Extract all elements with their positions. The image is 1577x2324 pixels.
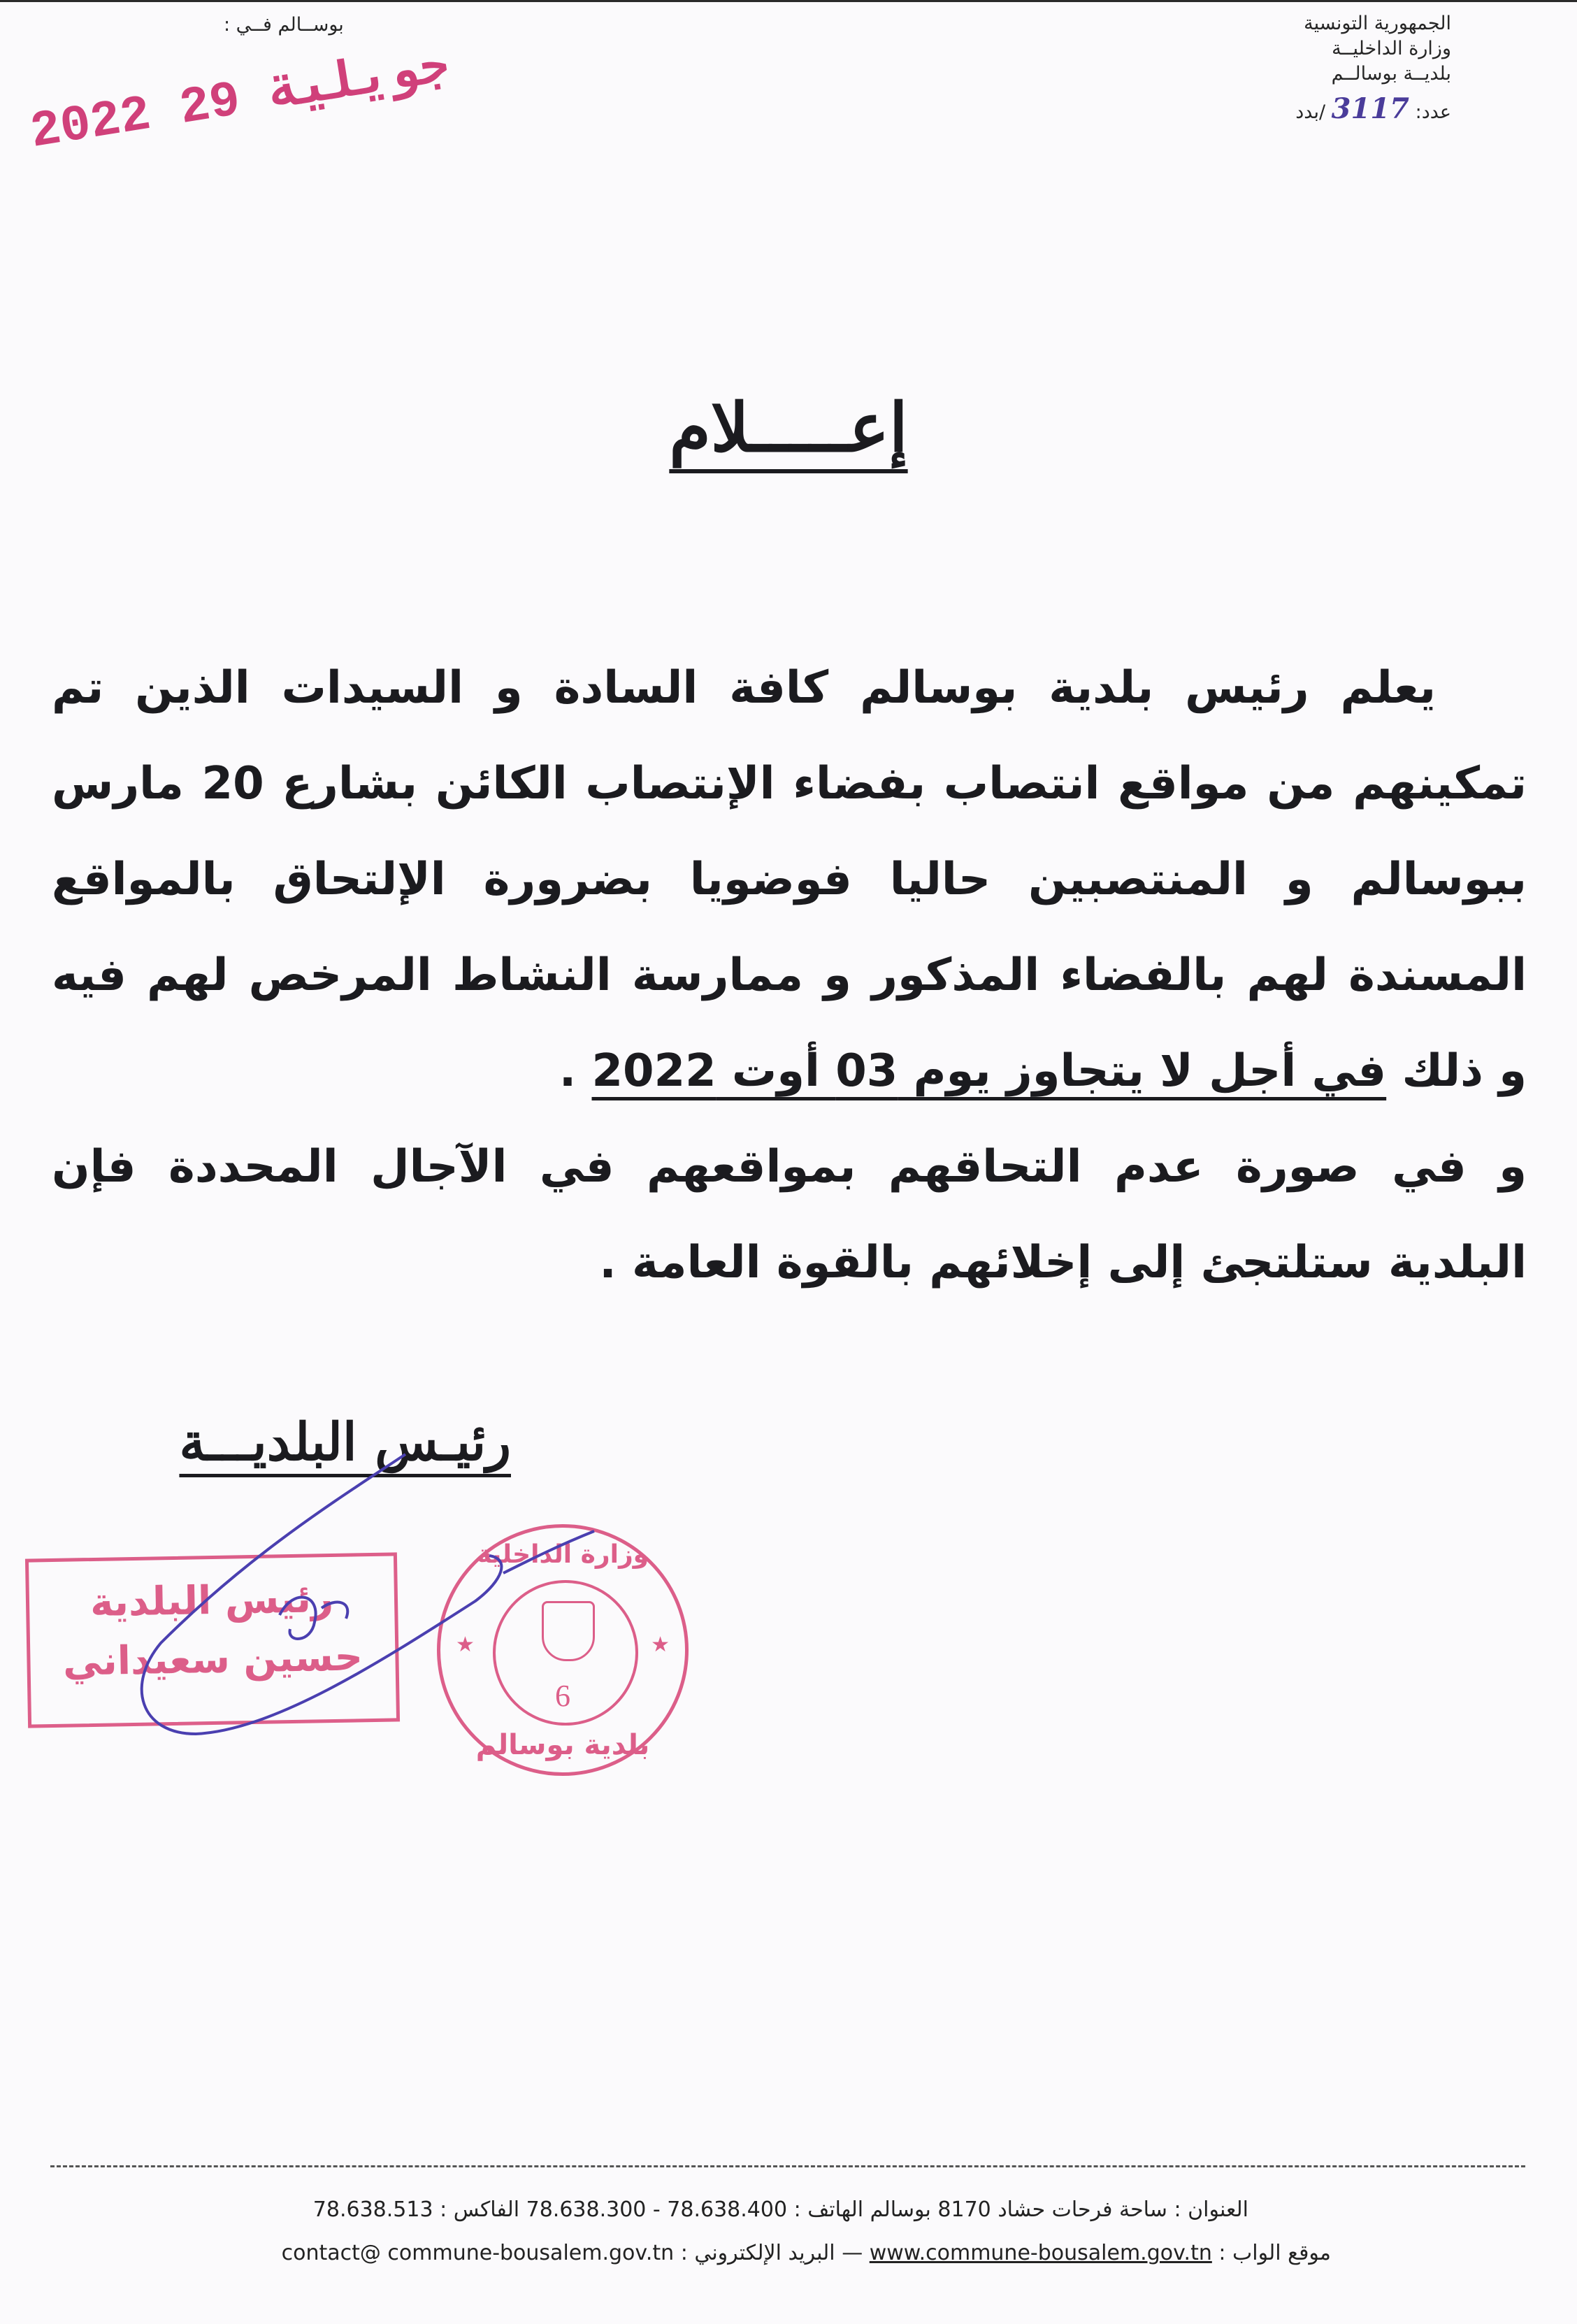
handwritten-signature xyxy=(112,1433,615,1769)
republic-name: الجمهورية التونسية xyxy=(1304,13,1451,34)
email-label: البريد الإلكتروني : xyxy=(680,2241,835,2265)
round-stamp-number: 6 xyxy=(555,1679,570,1713)
website-label: موقع الواب : xyxy=(1218,2241,1331,2265)
footer-web-line: موقع الواب : www.commune-bousalem.gov.tn — البريد الإلكتروني : contact@ commune-bousalem.gov.tn xyxy=(281,2241,1331,2265)
phone-label: الهاتف : xyxy=(793,2197,864,2222)
signer-title: رئيـس البلديـــة xyxy=(179,1412,511,1472)
phone-values: 78.638.300 - 78.638.400 xyxy=(526,2197,788,2222)
paragraph-1 xyxy=(52,640,1527,1119)
round-stamp-top-text: وزارة الداخلية xyxy=(476,1540,649,1569)
email-link[interactable]: contact@ commune-bousalem.gov.tn xyxy=(281,2241,675,2265)
round-stamp-bottom-text: بلدية بوسالم xyxy=(475,1729,650,1761)
footer-contact-line xyxy=(313,2197,1248,2222)
rect-stamp-line-2: حسين سعيداني xyxy=(62,1634,363,1685)
ministry-name: وزارة الداخليــة xyxy=(1332,38,1451,59)
footer-divider xyxy=(50,2165,1525,2167)
paragraph-2: و في صورة عدم التحاقهم بمواقعهم في الآجال المحددة فإن البلدية ستلتجئ إلى إخلائهم بالقوة العامة . xyxy=(52,1141,1527,1289)
address-value: ساحة فرحات حشاد 8170 بوسالم xyxy=(870,2197,1167,2222)
date-stamp: 2022 جويلية 29 xyxy=(26,38,454,162)
top-border-line xyxy=(0,0,1577,2)
fax-value: 78.638.513 xyxy=(312,2197,433,2222)
address-label: العنوان : xyxy=(1174,2197,1248,2222)
paragraph-1-end: . xyxy=(559,1045,577,1097)
ref-suffix: /بدد xyxy=(1295,101,1326,123)
ref-handwritten-number: 3117 xyxy=(1331,92,1409,125)
letterhead xyxy=(1158,11,1451,87)
ref-label: عدد: xyxy=(1415,101,1451,123)
municipality-name: بلديــة بوسالــم xyxy=(1331,63,1451,85)
fax-label: الفاكس : xyxy=(440,2197,520,2222)
star-icon: ★ xyxy=(456,1633,475,1657)
star-icon: ★ xyxy=(651,1633,670,1657)
title-text: إعـــــلام xyxy=(669,388,908,467)
website-link[interactable]: www.commune-bousalem.gov.tn xyxy=(869,2241,1212,2265)
rect-stamp-line-1: رئيس البلدية xyxy=(89,1575,334,1626)
notice-body xyxy=(52,640,1527,1311)
paragraph-1-main: يعلم رئيس بلدية بوسالم كافة السادة و السيدات الذين تم تمكينهم من مواقع انتصاب بفضاء الإنتصاب الكائن بشارع 20 مارس ببوسالم و المنتصبين حاليا فوضويا بضرورة الإلتحاق بالمواقع المسندة لهم بالفضاء المذكور و ممارسة النشاط المرخص لهم فيه و ذلك xyxy=(52,662,1527,1097)
deadline-text: في أجل لا يتجاوز يوم 03 أوت 2022 xyxy=(591,1045,1387,1097)
document-title xyxy=(0,388,1577,467)
reference-number xyxy=(1295,92,1451,125)
place-date-label: بوســالم فــي : xyxy=(224,14,344,36)
